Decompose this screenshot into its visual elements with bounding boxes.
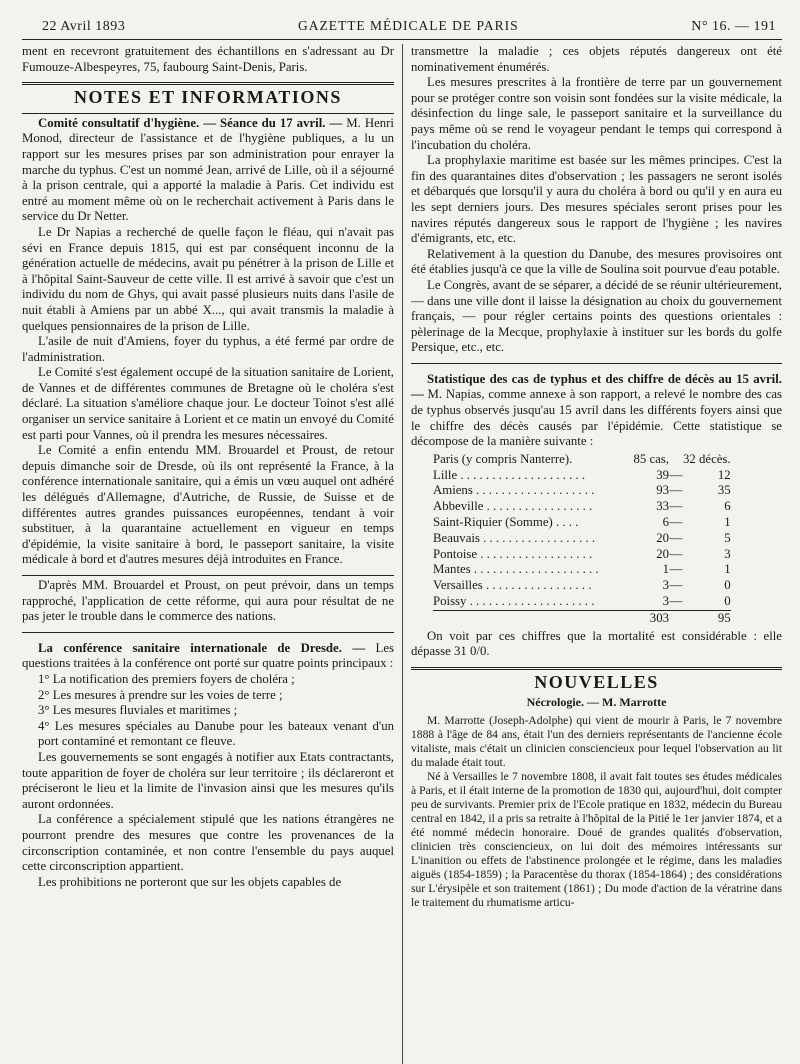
- stats-lead: Statistique des cas de typhus et des chiffre de décès au 15 avril. —: [411, 371, 782, 402]
- table-cell-deces: 1: [724, 562, 731, 577]
- list-item: 2° Les mesures à prendre sur les voies de terre ;: [38, 687, 283, 702]
- paragraph: Le Comité s'est également occupé de la situation sanitaire de Lorient, de Vannes et de différentes communes de Bretagne où le choléra s'est déclaré. La situation s'améliore chaque jour. Le docteur Toinot s'est allé organiser un service sanitaire à Lorient et ce matin un envoyé du Comité est parti pour Vannes, où il prendra les mesures nécessaires.: [22, 365, 394, 442]
- running-head: [22, 18, 782, 40]
- table-cell-dash: [669, 452, 683, 468]
- table-cell-city: Abbeville . . . . . . . . . . . . . . . . .: [433, 499, 593, 514]
- table-cell-dash: —: [669, 578, 683, 593]
- table-cell-dash: —: [669, 562, 683, 577]
- table-cell-cas: 85 cas,: [633, 451, 669, 466]
- columns: [22, 44, 782, 1064]
- table-cell-city: Versailles . . . . . . . . . . . . . . . . .: [433, 578, 592, 593]
- divider: [22, 632, 394, 633]
- list-item: 1° La notification des premiers foyers de choléra ;: [38, 671, 295, 686]
- table-row: [433, 452, 731, 468]
- table-cell-cas: 39: [656, 467, 669, 482]
- table-cell-cas: 3: [662, 578, 669, 593]
- header-date: 22 Avril 1893: [42, 19, 126, 34]
- list-item: 4° Les mesures spéciales au Danube pour les bateaux venant d'un port contaminé et remontant ce fleuve.: [38, 718, 394, 749]
- paragraph: L'asile de nuit d'Amiens, foyer du typhus, a été fermé par ordre de l'administration.: [22, 334, 394, 364]
- nouvelles-title: NOUVELLES: [534, 671, 659, 692]
- paragraph: On voit par ces chiffres que la mortalité est considérable : elle dépasse 31 0/0.: [411, 628, 782, 659]
- paragraph: Le Comité a enfin entendu MM. Brouardel et Proust, de retour depuis dimanche soir de Dresde, où ils ont représenté la France, à la conférence internationale sanitaire, qui a émis un vœu auquel ont adhéré les délégués d'Allemagne, d'Autriche, de Russie, de Suisse et de différentes autres grandes puissances européennes, tendant à voir substituer, à la quarantaine actuellement en vigueur en temps d'épidémie, la visite sanitaire à bord, le passeport sanitaire, la visite médicale à bord et d'autres mesures déjà introduites en France.: [22, 443, 394, 567]
- table-cell-deces: 12: [717, 467, 731, 482]
- table-cell-city: Saint-Riquier (Somme) . . . .: [433, 515, 579, 530]
- table-cell-city: Mantes . . . . . . . . . . . . . . . . . . . .: [433, 562, 599, 577]
- comite-lead: Comité consultatif d'hygiène. — Séance du 17 avril. —: [38, 115, 343, 130]
- table-cell-cas: 33: [656, 499, 669, 514]
- paragraph: La conférence sanitaire internationale de Dresde. — Les questions traitées à la conférence ont porté sur quatre points principaux :: [22, 640, 394, 671]
- section-divider: [411, 667, 782, 670]
- table-cell-cas: 93: [656, 483, 669, 498]
- table-total-cell: 303: [633, 610, 669, 626]
- table-cell-deces: 0: [724, 594, 731, 609]
- table-cell-city: Lille . . . . . . . . . . . . . . . . . . . .: [433, 467, 586, 482]
- paragraph: Le Congrès, avant de se séparer, a décidé de se réunir ultérieurement, — dans une ville dont il laisse la désignation au choix du gouvernement français, — pour régler certains points des questions orientales : pèlerinage de la Mecque, prophylaxie à instituer sur les bords du golfe Persique, etc., etc.: [411, 277, 782, 355]
- table-cell-city: Poissy . . . . . . . . . . . . . . . . . . . .: [433, 594, 595, 609]
- table-empty-cell: [433, 610, 633, 626]
- table-total-row: [433, 610, 731, 626]
- table-cell-dash: —: [669, 594, 683, 609]
- intro-paragraph: ment en recevront gratuitement des échantillons en s'adressant au Dr Fumouze-Albespeyres, 75, faubourg Saint-Denis, Paris.: [22, 44, 394, 74]
- table-cell-city: Beauvais . . . . . . . . . . . . . . . . . .: [433, 530, 596, 545]
- paragraph: Les prohibitions ne porteront que sur les objets capables de: [38, 874, 342, 889]
- table-cell-city: Paris (y compris Nanterre).: [433, 451, 573, 466]
- table-cell-dash: —: [669, 499, 683, 514]
- table-row: [433, 515, 731, 531]
- divider: [22, 575, 394, 576]
- paragraph: Les gouvernements se sont engagés à notifier aux Etats contractants, toute apparition de foyer de choléra sur leur territoire ; ils déclareront et préciseront le lieu et la limite de l'invasion ainsi que les mesures qu'ils auront ordonnées.: [22, 749, 394, 811]
- divider: [411, 363, 782, 364]
- table-cell-cas: 20: [656, 530, 669, 545]
- list-item: 3° Les mesures fluviales et maritimes ;: [38, 703, 238, 718]
- table-cell-deces: 1: [724, 515, 731, 530]
- table-row: [433, 578, 731, 594]
- table-cell-city: Amiens . . . . . . . . . . . . . . . . . . .: [433, 483, 595, 498]
- table-row: [433, 499, 731, 515]
- table-cell-deces: 0: [724, 578, 731, 593]
- table-row: [433, 468, 731, 484]
- table-empty-cell: [669, 610, 683, 626]
- typhus-stats-table: [433, 452, 731, 627]
- header-issue: N° 16. — 191: [691, 19, 776, 34]
- right-column: [402, 44, 782, 1064]
- table-cell-deces: 6: [724, 499, 731, 514]
- section-divider: [22, 82, 394, 85]
- table-cell-deces: 32 décès.: [683, 451, 731, 466]
- paragraph: Né à Versailles le 7 novembre 1808, il avait fait toutes ses études médicales à Paris, et il était interne de la promotion de 1830 qui, aujourd'hui, doit compter peu de survivants. Premier prix de l'Ecole pratique en 1832, médecin du Bureau central en 1842, il a pris sa retraite à l'hôpital de la Pitié le 1er janvier 1874, et a été nommé médecin honoraire. Doué de grandes qualités d'observation, clinicien très consciencieux, on lui doit des mémoires intéressants sur L'inanition ou effets de l'abstinence prolongée et le régime, dans les maladies aiguës (1854-1859) ; la Paracentèse du thorax (1854-1864) ; des considérations sur L'érysipèle et son traitement (1861) ; Du mode d'action de la vératrine dans le traitement du rhumatisme articu-: [411, 769, 782, 909]
- table-cell-deces: 5: [724, 530, 731, 545]
- table-cell-city: Pontoise . . . . . . . . . . . . . . . . . .: [433, 546, 593, 561]
- section-divider: [22, 113, 394, 114]
- table-cell-dash: —: [669, 546, 683, 561]
- table-cell-dash: —: [669, 515, 683, 530]
- table-total-cell: 95: [683, 610, 731, 626]
- table-cell-dash: —: [669, 467, 683, 482]
- paragraph: Relativement à la question du Danube, des mesures provisoires ont été établies jusqu'à ce que la ville de Soulina soit pourvue d'eau potable.: [411, 246, 782, 277]
- table-cell-deces: 35: [717, 483, 731, 498]
- table-cell-cas: 6: [662, 515, 669, 530]
- table-cell-dash: —: [669, 483, 683, 498]
- paragraph: Les mesures prescrites à la frontière de terre par un gouvernement pour se protéger contre son voisin sont fondées sur la visite médicale, la désinfection du linge sale, le passeport sanitaire et la surveillance du pays même où se rend le voyageur pendant le temps qui correspond à l'incubation du choléra.: [411, 75, 782, 152]
- paragraph: La conférence a spécialement stipulé que les nations étrangères ne pourront prendre des mesures que contre les provenances de la circonscription contaminée, et non contre l'ensemble du pays auquel cette circonscription appartient.: [22, 812, 394, 874]
- table-row: [433, 594, 731, 610]
- table-row: [433, 562, 731, 578]
- nouvelles-subtitle: Nécrologie. — M. Marrotte: [526, 695, 667, 710]
- paragraph: La prophylaxie maritime est basée sur les mêmes principes. C'est la fin des quarantaines dites d'observation ; les passagers ne seront isolés et débarqués que lorsqu'il y aura du choléra à bord ou qu'il y en aura eu les sept derniers jours. Des mesures spéciales seront prises pour les navires réputés dangereux sous le rapport de l'hygiène ; les navires d'émigrants, etc, etc.: [411, 153, 782, 246]
- paragraph: M. Marrotte (Joseph-Adolphe) qui vient de mourir à Paris, le 7 novembre 1888 à l'âge de 84 ans, était l'un des derniers représentants de l'ancienne école vitaliste, mais c'était un clinicien consciencieux pour lequel l'observation au lit du malade était tout.: [411, 713, 782, 769]
- table-cell-dash: —: [669, 530, 683, 545]
- header-title: GAZETTE MÉDICALE DE PARIS: [297, 18, 519, 33]
- section-title: NOTES ET INFORMATIONS: [74, 87, 342, 108]
- left-column: [22, 44, 402, 1064]
- paragraph: Comité consultatif d'hygiène. — Séance du 17 avril. — M. Henri Monod, directeur de l'assistance et de l'hygiène publiques, a lu un rapport sur les mesures prises par son administration pour enrayer la marche du typhus. C'est un nommé Jean, arrivé de Lille, où il a séjourné à la prison centrale, qui a apporté la maladie à Paris. Cet individu est entré au moment même où on le recherchait activement à Paris dans le service du Dr Netter.: [22, 115, 394, 224]
- paragraph: D'après MM. Brouardel et Proust, on peut prévoir, dans un temps rapproché, l'application de cette réforme, qui aura pour résultat de ne pas jeter le trouble dans le commerce des nations.: [22, 578, 394, 624]
- table-cell-cas: 1: [662, 562, 669, 577]
- table-cell-deces: 3: [724, 546, 731, 561]
- table-row: [433, 531, 731, 547]
- table-cell-cas: 3: [662, 594, 669, 609]
- table-row: [433, 483, 731, 499]
- paragraph: transmettre la maladie ; ces objets réputés dangereux ont été nominativement énumérés.: [411, 44, 782, 74]
- paragraph: Le Dr Napias a recherché de quelle façon le fléau, qui n'avait pas sévi en France depuis 1815, qui est par conséquent inconnu de la génération actuelle de médecins, avait pu pénétrer à la prison de Lille et à l'hôpital Saint-Sauveur de cette ville. Il est arrivé à savoir que c'est un individu du nom de Ghys, qui avait passé plusieurs nuits dans l'asile de nuit établi à Amiens par un abbé X..., qui avait transmis la maladie à quelques pensionnaires de la prison de Lille.: [22, 224, 394, 333]
- paragraph: Statistique des cas de typhus et des chiffre de décès au 15 avril. — M. Napias, comme annexe à son rapport, a relevé le nombre des cas de typhus observés jusqu'au 15 avril dans les différents foyers ainsi que le chiffre des décès causés par l'épidémie. Cette statistique se décompose de la manière suivante :: [411, 371, 782, 449]
- dresde-lead: La conférence sanitaire internationale de Dresde. —: [38, 640, 366, 655]
- table-row: [433, 547, 731, 563]
- table-cell-cas: 20: [656, 546, 669, 561]
